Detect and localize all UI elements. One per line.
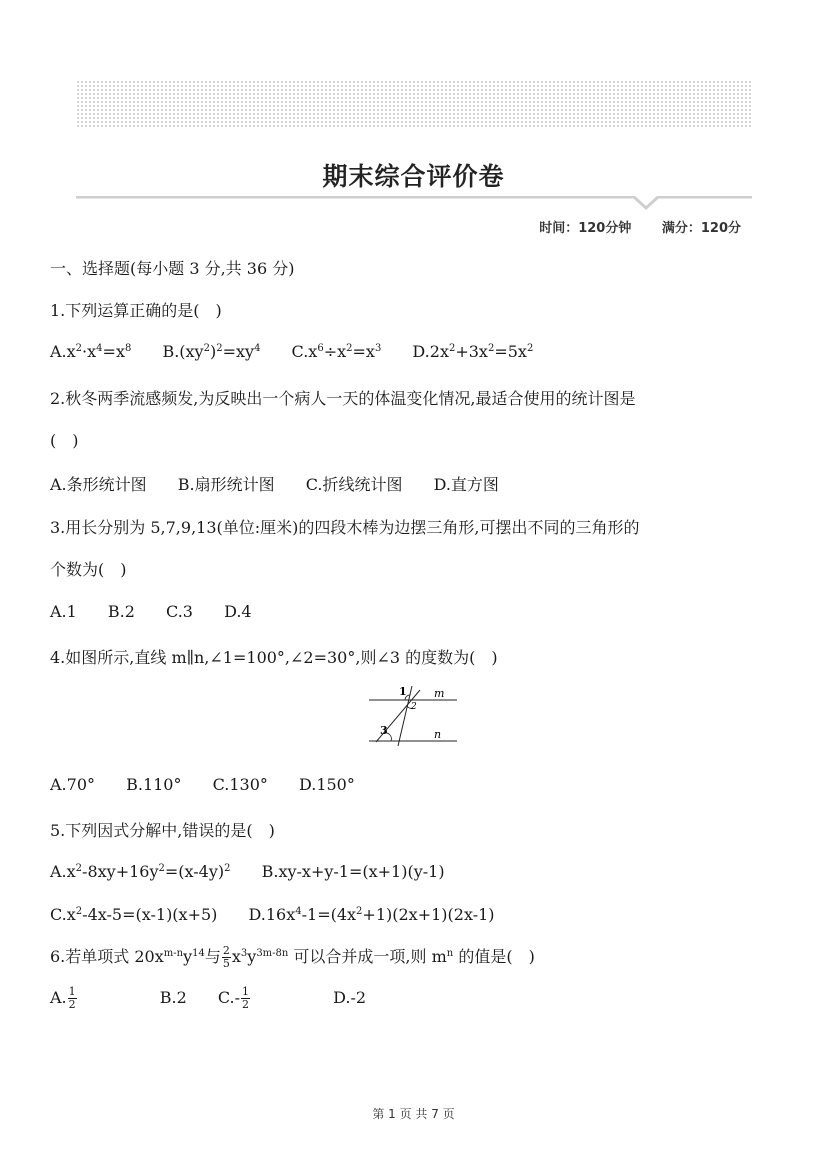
q5-options-row1 [50, 862, 471, 881]
q5-option-d[interactable]: $D.16x^4-1=(4x^2+1)(2x+1)(2x-1)$ [248, 905, 495, 924]
q6-stem: 6.若单项式 $20x^{m-n}y^{14}$与 $\frac{2}{5}$ $x^3y^{3m-8n}$ 可以合并成一项,则 $m^n$ 的值是( ) [50, 944, 535, 970]
q5-stem: 5.下列因式分解中,错误的是( ) [50, 821, 275, 840]
q4-options [50, 775, 381, 794]
angle-label-1: 1 [399, 685, 407, 698]
q5-option-b[interactable]: B.xy-x+y-1=(x+1)(y-1) [261, 862, 445, 881]
section-heading: 一、选择题(每小题 3 分,共 36 分) [50, 259, 295, 278]
q1-option-c[interactable]: $C.x^6\div x^2=x^3$ [291, 342, 382, 361]
q6-options [50, 986, 392, 1011]
q3-options [50, 602, 278, 621]
q4-stem: 4.如图所示,直线 m∥n,∠1=100°,∠2=30°,则∠3 的度数为( ) [50, 648, 498, 667]
q1-options [50, 342, 559, 361]
q2-option-c[interactable]: C.折线统计图 [305, 475, 403, 494]
header-dot-pattern [76, 80, 752, 128]
q6-option-c[interactable]: C.- $\frac{1}{2}$ [217, 985, 250, 1011]
q5-options-row2 [50, 905, 521, 924]
q2-options [50, 472, 525, 495]
q3-stem-line1: 3.用长分别为 5,7,9,13(单位:厘米)的四段木棒为边摆三角形,可摆出不同的三角形的 [50, 518, 640, 537]
full-score: 满分：120分 [661, 221, 741, 236]
q6-option-b[interactable]: B.2 [159, 988, 187, 1007]
q4-option-c[interactable]: C.130° [212, 775, 268, 794]
q1-option-d[interactable]: $D.2x^2+3x^2=5x^2$ [412, 342, 534, 361]
q4-option-b[interactable]: B.110° [126, 775, 182, 794]
exam-meta [513, 217, 741, 236]
page-footer: 第 1 页 共 7 页 [372, 1107, 455, 1121]
time-limit: 时间：120分钟 [539, 221, 632, 236]
q2-stem-line2: ( ) [50, 431, 79, 450]
q2-option-d[interactable]: D.直方图 [433, 475, 499, 494]
q5-option-c[interactable]: $C.x^2-4x-5=(x-1)(x+5)$ [50, 905, 218, 924]
line-label-m: m [434, 687, 445, 700]
q6-fraction: $\frac{2}{5}$ [222, 944, 230, 970]
q4-parallel-lines-figure [365, 684, 461, 746]
angle-label-3: 3 [380, 724, 388, 737]
q3-option-a[interactable]: A.1 [50, 602, 77, 621]
title-underline [76, 196, 752, 216]
q1-stem: 1.下列运算正确的是( ) [50, 301, 222, 320]
q3-option-b[interactable]: B.2 [107, 602, 135, 621]
q3-option-d[interactable]: D.4 [224, 602, 252, 621]
q2-option-b[interactable]: B.扇形统计图 [177, 475, 275, 494]
q3-option-c[interactable]: C.3 [166, 602, 193, 621]
q6-option-a[interactable]: A. $\frac{1}{2}$ [50, 985, 76, 1011]
line-label-n: n [434, 728, 442, 741]
q6-option-d[interactable]: D.-2 [333, 988, 367, 1007]
page-title: 期末综合评价卷 [322, 162, 505, 191]
angle-label-2: 2 [411, 702, 417, 712]
q5-option-a[interactable]: $A.x^2-8xy+16y^2=(x-4y)^2$ [50, 862, 231, 881]
q4-option-a[interactable]: A.70° [50, 775, 95, 794]
q2-option-a[interactable]: A.条形统计图 [50, 475, 147, 494]
q1-option-a[interactable]: $A.x^2\cdot x^4=x^8$ [50, 342, 132, 361]
q3-stem-line2: 个数为( ) [50, 560, 127, 579]
q1-option-b[interactable]: $B.(xy^2)^2=xy^4$ [162, 342, 261, 361]
q2-stem-line1: 2.秋冬两季流感频发,为反映出一个病人一天的体温变化情况,最适合使用的统计图是 [50, 389, 636, 408]
q4-option-d[interactable]: D.150° [298, 775, 355, 794]
